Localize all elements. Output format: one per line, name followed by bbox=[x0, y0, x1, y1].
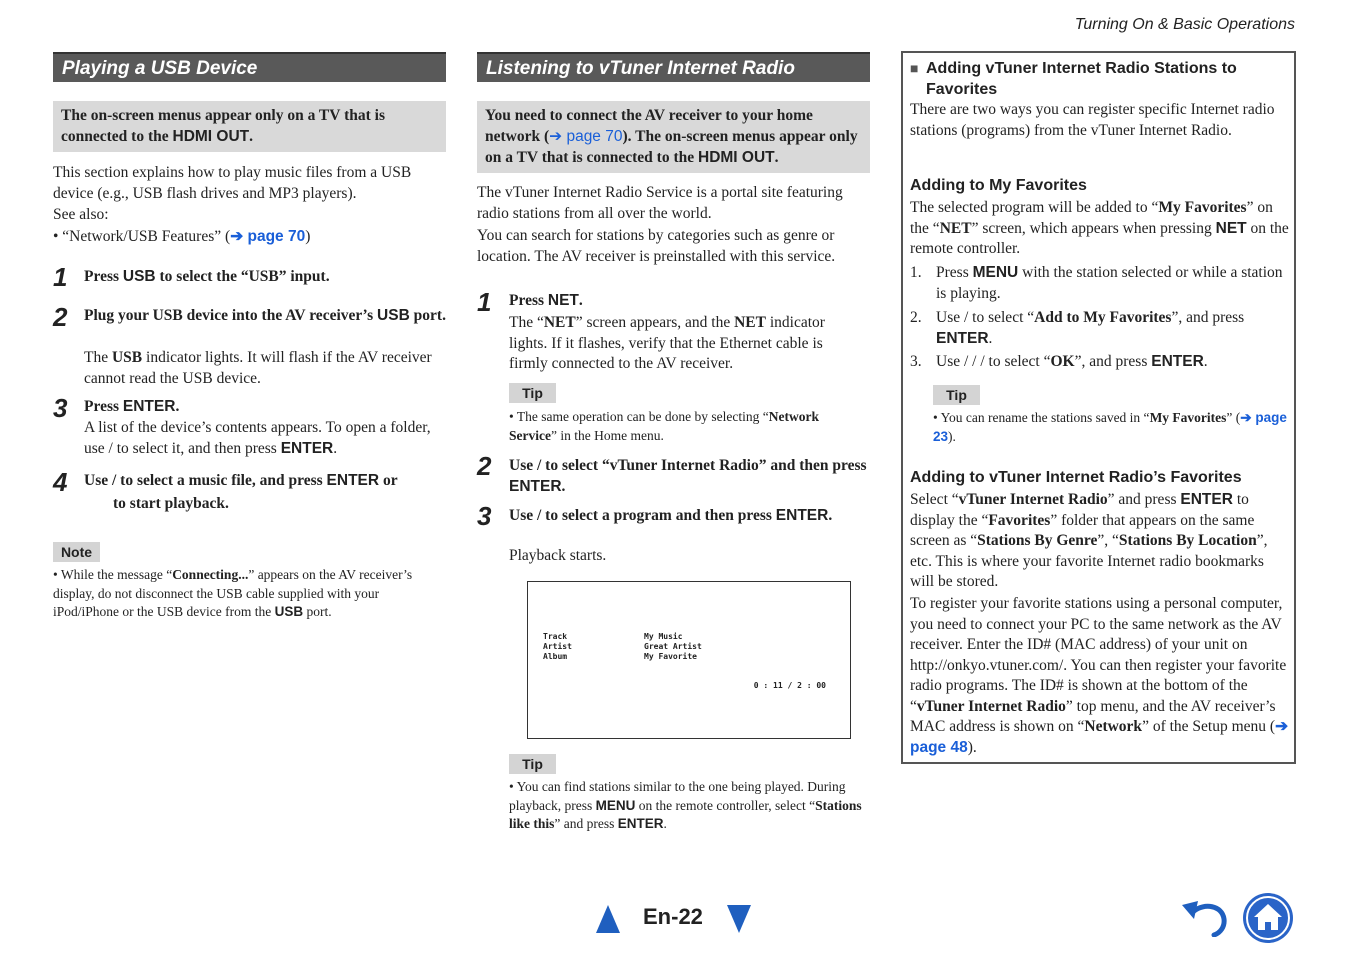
fav-tip-b: My Favorites bbox=[1149, 410, 1227, 425]
list-num-3: 3. bbox=[910, 353, 922, 370]
p2-c: ” top menu, and the AV receiver’s MAC address is shown on “ bbox=[910, 697, 1276, 735]
mf-d: NET bbox=[939, 219, 972, 237]
vtuner-tip-2-c: on the remote controller, select “ bbox=[635, 797, 816, 813]
vtuner-tip-2-g: . bbox=[663, 816, 667, 831]
usb-step-2-body-b: USB bbox=[111, 349, 143, 366]
vtuner-tip-1-a: • The same operation can be done by selecting “ bbox=[509, 409, 769, 424]
usb-step-1-number: 1 bbox=[53, 262, 68, 292]
list-item-2 bbox=[936, 308, 1290, 349]
vf-e: to display the “ bbox=[910, 491, 1249, 529]
usb-step-2-key: USB bbox=[377, 307, 410, 324]
adding-vtuner-favorites-heading: Adding to vTuner Internet Radio’s Favorites bbox=[910, 469, 1242, 486]
favorites-box bbox=[901, 51, 1296, 764]
vtuner-step-2-a: Use / to select “vTuner Internet Radio” and then press bbox=[509, 457, 867, 474]
usb-step-1-a: Press bbox=[84, 268, 123, 285]
li1-a: Press bbox=[936, 264, 973, 281]
vf-a: Select “ bbox=[910, 491, 959, 508]
usb-step-3-body-a: A list of the device’s contents appears. To open a folder, use / to select it, and then press bbox=[84, 419, 431, 457]
page-70-link-2[interactable]: ➔ page 70 bbox=[549, 128, 623, 145]
vtuner-tip-2-e: ” and press bbox=[554, 816, 618, 831]
vf-d: ENTER bbox=[1180, 491, 1233, 508]
pc-register-text bbox=[910, 594, 1290, 758]
see-also: See also: bbox=[53, 206, 109, 223]
vtuner-notice-a: You need to connect the AV receiver to your home network ( bbox=[485, 107, 813, 145]
vtuner-tip-1-c: ” in the Home menu. bbox=[550, 427, 664, 443]
fav-tip-c: ” ( bbox=[1226, 410, 1241, 425]
usb-intro-text: This section explains how to play music files from a USB device (e.g., USB flash drives and MP3 players). bbox=[53, 164, 412, 202]
vtuner-tip-1 bbox=[509, 408, 859, 445]
vtuner-notice bbox=[477, 101, 870, 173]
vf-g: ” folder that appears on the same screen as “ bbox=[910, 511, 1255, 549]
vtuner-tip-2-f: ENTER bbox=[617, 816, 664, 831]
next-page-down-arrow-icon[interactable] bbox=[727, 905, 751, 933]
fav-tip-a: • You can rename the stations saved in “ bbox=[933, 410, 1150, 425]
li3-key: ENTER bbox=[1151, 353, 1204, 370]
usb-step-3 bbox=[84, 396, 446, 417]
usb-step-2-body-c: indicator lights. It will flash if the AV receiver cannot read the USB device. bbox=[84, 349, 432, 387]
usb-step-4-key: ENTER bbox=[326, 472, 380, 489]
page-70-link[interactable]: ➔ page 70 bbox=[230, 227, 306, 245]
li2-a: Use / to select “ bbox=[936, 309, 1035, 326]
vtuner-favorites-text bbox=[910, 490, 1290, 593]
usb-step-4-line2: to start playback. bbox=[113, 495, 229, 512]
usb-step-2-number: 2 bbox=[53, 302, 68, 332]
screen-value-artist: Great Artist bbox=[644, 642, 702, 651]
usb-step-2-body-a: The bbox=[84, 349, 112, 366]
usb-step-3-c: . bbox=[175, 398, 180, 415]
playback-screen bbox=[527, 581, 851, 739]
vtuner-step-2-key: ENTER bbox=[509, 478, 562, 495]
usb-note-a: • While the message “ bbox=[53, 567, 173, 582]
p2-d: Network bbox=[1084, 718, 1143, 735]
list-num-1: 1. bbox=[910, 264, 922, 281]
vtuner-tip-2-d: Stations like this bbox=[509, 797, 862, 831]
vtuner-notice-end: . bbox=[774, 149, 779, 166]
heading-square-icon: ■ bbox=[910, 60, 919, 76]
usb-step-3-body-key: ENTER bbox=[280, 439, 334, 457]
vtuner-step-3-a: Use / to select a program and then press bbox=[509, 507, 776, 524]
adding-my-favorites-heading: Adding to My Favorites bbox=[910, 177, 1087, 194]
vf-c: ” and press bbox=[1107, 491, 1181, 508]
p2-e: ” of the Setup menu ( bbox=[1142, 718, 1276, 735]
usb-step-2-a: Plug your USB device into the AV receiver’s bbox=[84, 307, 378, 324]
mf-b: My Favorites bbox=[1158, 199, 1247, 216]
mf-g: on the remote controller. bbox=[910, 219, 1289, 257]
vtuner-step-1-body bbox=[509, 313, 864, 375]
screen-values bbox=[644, 632, 702, 662]
vtuner-step-3 bbox=[509, 505, 871, 526]
vtuner-step-2-number: 2 bbox=[477, 451, 492, 481]
vtuner-intro-1: The vTuner Internet Radio Service is a portal site featuring radio stations from all over the world. bbox=[477, 184, 843, 222]
usb-step-2-body bbox=[84, 348, 446, 389]
tip-label-1: Tip bbox=[509, 383, 556, 403]
usb-notice bbox=[53, 101, 446, 152]
usb-step-3-body bbox=[84, 418, 446, 459]
favorites-heading-text: Adding vTuner Internet Radio Stations to Favorites bbox=[926, 60, 1237, 98]
vtuner-step-3-c: . bbox=[828, 507, 833, 524]
vtuner-step-3-body: Playback starts. bbox=[509, 547, 607, 564]
vtuner-step-2 bbox=[509, 455, 871, 497]
usb-step-2 bbox=[84, 305, 446, 326]
vtuner-step-1-body-d: NET bbox=[734, 314, 766, 331]
vtuner-step-3-key: ENTER bbox=[775, 507, 829, 524]
vtuner-tip-2-a: • You can find stations similar to the one being played. During playback, press bbox=[509, 779, 846, 813]
vtuner-step-1-body-c: ” screen appears, and the bbox=[575, 314, 735, 331]
mf-c: ” on the “ bbox=[910, 199, 1273, 237]
mf-a: The selected program will be added to “ bbox=[910, 199, 1159, 216]
page-23-link[interactable]: ➔ page 23 bbox=[933, 410, 1287, 444]
see-also-bullet bbox=[53, 227, 448, 248]
li3-a: Use / / / to select “ bbox=[936, 353, 1051, 370]
usb-step-3-body-c: . bbox=[333, 439, 338, 457]
home-icon[interactable] bbox=[1242, 892, 1294, 944]
usb-notice-text: The on-screen menus appear only on a TV that is connected to the bbox=[61, 107, 385, 145]
vtuner-step-1-key: NET bbox=[547, 292, 579, 309]
li3-b: OK bbox=[1050, 353, 1075, 370]
tip-label-2: Tip bbox=[509, 754, 556, 774]
vtuner-step-1-body-e: indicator lights. If it flashes, verify that the Ethernet cable is firmly connected to the AV receiver. bbox=[509, 314, 825, 372]
list-item-3 bbox=[936, 352, 1290, 373]
vtuner-intro bbox=[477, 183, 872, 267]
vf-j: Stations By Location bbox=[1118, 532, 1257, 549]
previous-page-up-arrow-icon[interactable] bbox=[596, 905, 620, 933]
vf-f: Favorites bbox=[988, 511, 1051, 529]
vtuner-step-3-number: 3 bbox=[477, 501, 492, 531]
vf-k: ”, etc. This is where your favorite Internet radio bookmarks will be stored. bbox=[910, 532, 1268, 590]
mf-e: ” screen, which appears when pressing bbox=[971, 219, 1216, 237]
vtuner-intro-2: You can search for stations by categories such as genre or location. The AV receiver is preinstalled with this service. bbox=[477, 227, 836, 265]
screen-time: 0 : 11 / 2 : 00 bbox=[753, 681, 826, 690]
screen-labels bbox=[543, 632, 572, 662]
usb-note bbox=[53, 566, 448, 622]
li3-e: . bbox=[1203, 353, 1208, 370]
usb-notice-end: . bbox=[249, 128, 254, 145]
usb-step-2-c: port. bbox=[409, 307, 446, 324]
usb-notice-hdmi: HDMI OUT bbox=[172, 128, 250, 145]
tip-label-3: Tip bbox=[933, 385, 980, 405]
usb-step-1-c: to select the “USB” input. bbox=[155, 268, 330, 285]
vtuner-tip-2-b: MENU bbox=[595, 797, 636, 813]
see-also-end: ) bbox=[305, 227, 311, 245]
list-num-2: 2. bbox=[910, 309, 922, 326]
running-header: Turning On & Basic Operations bbox=[1074, 16, 1295, 33]
vtuner-notice-hdmi: HDMI OUT bbox=[698, 149, 775, 166]
p2-a: To register your favorite stations using a personal computer, you need to connect your PC to the same network as the AV receiver. Enter the ID# (MAC address) of your unit on http://onkyo.vtuner.com/. You can then register your favorite radio programs. The ID# is shown at the bottom of the “ bbox=[910, 595, 1287, 715]
usb-note-d: USB bbox=[274, 604, 304, 619]
note-label: Note bbox=[53, 542, 100, 562]
vtuner-step-1 bbox=[509, 290, 871, 311]
usb-step-4 bbox=[84, 470, 446, 491]
vtuner-step-1-body-b: NET bbox=[543, 314, 576, 331]
p2-f: ). bbox=[967, 738, 977, 756]
usb-step-4-a: Use / to select a music file, and press bbox=[84, 472, 327, 489]
screen-value-album: My Favorite bbox=[644, 652, 697, 661]
usb-step-3-number: 3 bbox=[53, 393, 68, 423]
usb-step-3-key: ENTER bbox=[122, 398, 176, 415]
vtuner-step-2-c: . bbox=[561, 478, 566, 495]
favorites-tip bbox=[933, 409, 1288, 446]
vf-h: Stations By Genre bbox=[977, 532, 1098, 549]
screen-label-album: Album bbox=[543, 652, 568, 661]
list-item-1 bbox=[936, 263, 1290, 304]
li1-c: with the station selected or while a station is playing. bbox=[936, 264, 1283, 302]
usb-step-4-number: 4 bbox=[53, 467, 68, 497]
vf-b: vTuner Internet Radio bbox=[958, 491, 1108, 508]
screen-label-artist: Artist bbox=[543, 642, 572, 651]
back-icon[interactable] bbox=[1180, 897, 1230, 937]
vtuner-tip-1-b: Network Service bbox=[509, 409, 820, 443]
li2-e: . bbox=[988, 329, 993, 347]
li2-key: ENTER bbox=[936, 329, 989, 347]
vtuner-step-1-c: . bbox=[578, 292, 583, 309]
favorites-heading bbox=[910, 58, 1285, 100]
usb-step-1-key: USB bbox=[122, 268, 156, 285]
page-48-link[interactable]: ➔ page 48 bbox=[910, 718, 1289, 756]
usb-step-3-a: Press bbox=[84, 398, 123, 415]
vtuner-tip-2 bbox=[509, 778, 864, 834]
usb-note-e: port. bbox=[303, 604, 332, 619]
li1-key: MENU bbox=[972, 264, 1019, 281]
usb-note-b: Connecting... bbox=[172, 567, 249, 582]
mf-f: NET bbox=[1215, 219, 1247, 237]
p2-b: vTuner Internet Radio bbox=[916, 697, 1066, 715]
vf-i: ”, “ bbox=[1097, 532, 1119, 549]
see-also-text: • “Network/USB Features” ( bbox=[53, 227, 231, 245]
vtuner-step-1-a: Press bbox=[509, 292, 548, 309]
usb-step-1 bbox=[84, 266, 446, 287]
li2-c: ”, and press bbox=[1171, 309, 1245, 326]
li2-b: Add to My Favorites bbox=[1034, 309, 1172, 326]
li3-c: ”, and press bbox=[1074, 353, 1152, 370]
vtuner-step-1-number: 1 bbox=[477, 287, 492, 317]
screen-label-track: Track bbox=[543, 632, 568, 641]
page-number: En-22 bbox=[643, 904, 703, 929]
vtuner-step-1-body-a: The “ bbox=[509, 314, 544, 331]
usb-step-4-c: or bbox=[379, 472, 398, 489]
vtuner-notice-b: ). The on-screen menus appear only on a TV that is connected to the bbox=[485, 128, 858, 166]
my-favorites-text bbox=[910, 198, 1290, 260]
fav-tip-d: ). bbox=[948, 428, 956, 444]
usb-intro bbox=[53, 163, 448, 247]
usb-note-c: ” appears on the AV receiver’s display, do not disconnect the USB cable supplied with your iPod/iPhone or the USB device from the bbox=[53, 567, 413, 619]
screen-value-track: My Music bbox=[644, 632, 683, 641]
section-title-usb: Playing a USB Device bbox=[53, 52, 446, 82]
favorites-intro: There are two ways you can register specific Internet radio stations (programs) from the vTuner Internet Radio. bbox=[910, 101, 1275, 139]
section-title-vtuner: Listening to vTuner Internet Radio bbox=[477, 52, 870, 82]
